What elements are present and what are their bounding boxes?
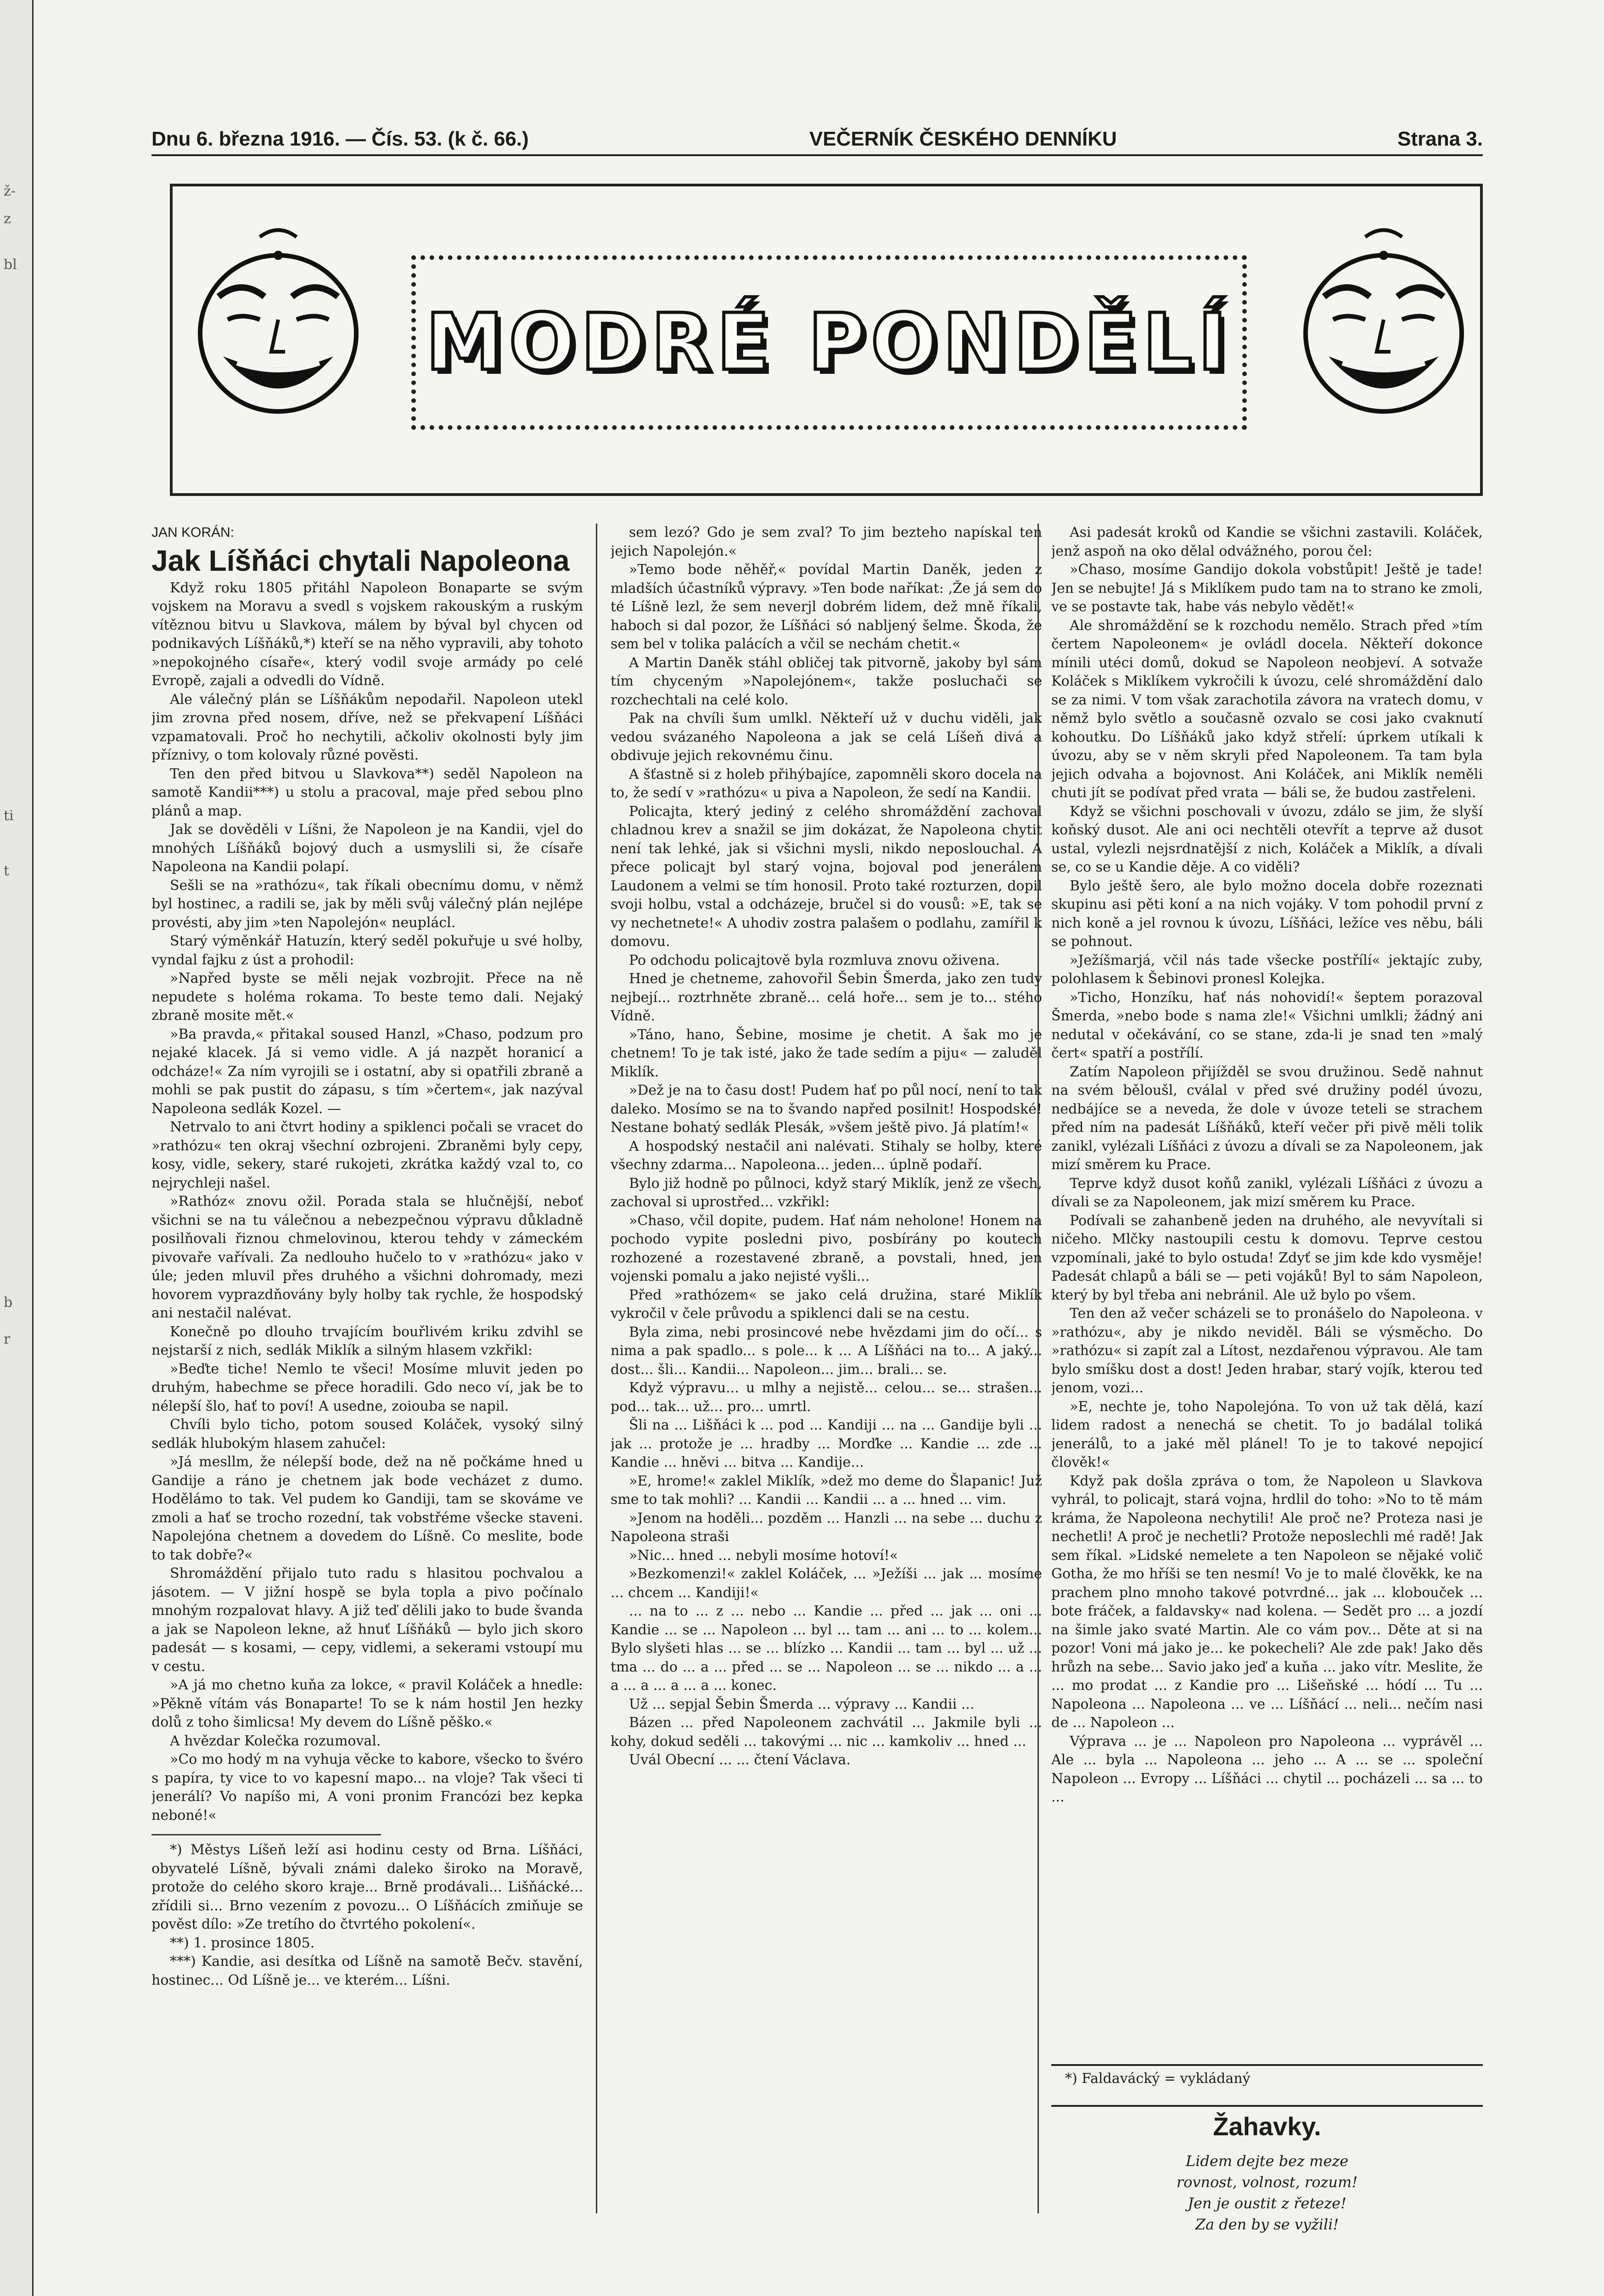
article-paragraph: »A já mo chetno kuňa za lokce, « pravil Koláček a hnedle: »Pěkně vítám vás Bonaparte! To se k nám hostil Jen hezky dolů z toho šimlicsa! My devem do Líšně pěško.« — [151, 1677, 583, 1730]
article-paragraph: Teprve když dusot koňů zanikl, vylézali Líšňáci z úvozu a dívali se za Napoleonem, jak mizí směrem ku Prace. — [1051, 1175, 1483, 1210]
article-paragraph: Ale válečný plán se Líšňákům nepodařil. Napoleon utekl jim zrovna před nosem, dříve, než se překvapení Líšňáci vzpamatovali. Proč ho nechytili, ačkoliv okolnosti byly jim příznivy, o tom kolovaly různé pověsti. — [151, 691, 583, 763]
poem-line: Lidem dejte bez meze — [1185, 2152, 1349, 2170]
article-paragraph: »Ba pravda,« přitakal soused Hanzl, »Chaso, podzum pro nejaké klacek. Já si vemo vidle. A já nazpět horanicí a odcháze!« Za ním vyrojili se i ostatní, aby si opatřili zbraně a mohli se pak pustit do zápasu, s tím »čertem«, jak nazýval Napoleona sedlák Kozel. — — [151, 1026, 583, 1117]
article-paragraph: Když pak došla zpráva o tom, že Napoleon u Slavkova vyhrál, to policajt, stará vojna, hrdlil do toho: »No to tě mám kráma, že Napoleona nechytili! Ale proč ne? Proteza nasi je nechetli! A proč je nechetli? Protože neposlechli mé radě! Jak sem říkal. »Lidské nemelete a ten Napoleon se nějaké volič Gotha, že mo hříši se ten nesmí! Vo je to malé člověkk, ke na prachem plno mnoho takové potvrdné... jak ... klobouček ... bote fráček, a faldavsky« nad kolena. — Sedět pro ... a jozdí na šimle jako svaté Martin. Ale co vám pov... Děte at si na pozor! Voni má jako je... ke pokecheli? Ale zde pak! Jako děs hrůzh na sebe... Savio jako jeď a kuňa ... jako vítr. Meslite, že ... mo prodat ... z Kandie pro ... Lišeňské ... hódí ... Tu ... Napoleona ... Napoleona ... ve ... Líšňácí ... neli... nečím nasi de ... Napoleon ... — [1051, 1473, 1483, 1731]
article-column-3 — [1051, 523, 1483, 2053]
laughing-face-illustration — [191, 205, 365, 444]
issue-date: Dnu 6. března 1916. — Čís. 53. (k č. 66.) — [151, 128, 529, 150]
article-paragraph: Šli na ... Lišňáci k ... pod ... Kandiji ... na ... Gandije byli ... jak ... protože je ... hradby ... Morďke ... Kandie ... zde ... Kandie ... hněvi ... bitva ... Kandije... — [611, 1417, 1042, 1470]
article-paragraph: Pak na chvíli šum umlkl. Někteří už v duchu viděli, jak vedou svázaného Napoleona a jak se celá Líšeň divá a obdivuje jejich rekovnému činu. — [611, 710, 1042, 764]
section-banner — [170, 184, 1483, 496]
article-paragraph: Zatím Napoleon přijížděl se svou družinou. Sedě nahnut na svém běloušl, cválal v před své družiny podél úvozu, nedbájíce se a neveda, že dole v úvoze teteli se strachem před ním na padesát Líšňáků, kteří večer při pivě měli tolik zanikl, vylézali Líšňáci z úvozu a dívali se za Napoleonem, jak mizí směrem ku Prace. — [1051, 1064, 1483, 1173]
masthead — [151, 119, 1483, 156]
article-paragraph: »Dež je na to času dost! Pudem hať po půl nocí, není to tak daleko. Mosímo se na to švando napřed posilnit! Hospodské! Nestane bohatý sedlák Plesák, »všem ještě pivo. Já platím!« — [611, 1082, 1042, 1136]
column-3-footnote: *) Faldavácký = vykládaný — [1065, 2071, 1251, 2087]
poem-line: Za den by se vyžili! — [1195, 2216, 1339, 2233]
article-paragraph: »Táno, hano, Šebine, mosime je chetit. A šak mo je chetnem! To je tak isté, jako že tade sedím a piju« — zaluděl Miklík. — [611, 1026, 1042, 1080]
article-paragraph: Konečně po dlouho trvajícím bouřlivém kriku zdvihl se nejstarší z nich, sedlák Miklík a silným hlasem vzkřikl: — [151, 1323, 583, 1358]
edge-fragment: bl — [4, 257, 17, 273]
edge-fragment: t — [4, 863, 10, 879]
section-divider — [1051, 2105, 1483, 2107]
article-paragraph: *) Městys Líšeň leží asi hodinu cesty od Brna. Líšňáci, obyvatelé Líšně, bývali známi daleko široko na Moravě, protože do celého skoro kraje... Brně prodávali... Lišňácké... zřídili si... Brno vezením z povozu... O Líšňácích zmiňuje se pověst dílo: »Ze tretího do čtvrtého pokolení«. — [151, 1842, 583, 1932]
column-1-paragraphs — [151, 579, 583, 1825]
edge-fragment: ž- — [4, 183, 16, 199]
adjacent-page-edge — [0, 0, 34, 2296]
article-paragraph: »Ježíšmarjá, včil nás tade všecke postřílí« jektajíc zuby, polohlasem k Šebinovi pronesl Kolejka. — [1051, 952, 1483, 987]
article-paragraph: Před »rathózem« se jako celá družina, staré Miklík vykročil v čele průvodu a spiklenci dali se na cestu. — [611, 1287, 1042, 1322]
article-paragraph: »Chaso, mosíme Gandijo dokola vobstůpit! Ještě je tade! Jen se nebujte! Já s Miklíkem pudo tam na to strano ke zmoli, ve se postavte tak, habe vás nebylo vědět!« — [1051, 562, 1483, 615]
newspaper-page — [151, 119, 1483, 2232]
article-paragraph: Když výpravu... u mlhy a nejistě... celou... se... strašen... pod... tak... už... pro... umrtl. — [611, 1380, 1042, 1415]
article-paragraph: **) 1. prosince 1805. — [170, 1935, 315, 1951]
article-paragraph: A hospodský nestačil ani nalévati. Stihaly se holby, které všechny zdarma... Napoleona... jeden... úplně podaří. — [611, 1138, 1042, 1173]
article-paragraph: Ten den před bitvou u Slavkova**) seděl Napoleon na samotě Kandii***) u stolu a pracoval, maje před sebou plno plánů a map. — [151, 765, 583, 819]
article-paragraph: »Rathóz« znovu ožil. Porada stala se hlučnější, neboť všichni se na tu válečnou a nebezpečnou výpravu důkladně posilňovali řiznou chmelovinou, kterou tehdy v zámeckém pivovaře vařívali. Za nedlouho hučelo to v »rathózu« jako v úle; jeden mluvil přes druhého a všichni dohromady, mezi hovorem vyprazdňovány byly holby tak rychle, že hospodský ani nestačil nalévat. — [151, 1193, 583, 1321]
article-paragraph: »Beďte tiche! Nemlo te všeci! Mosíme mluvit jeden po druhým, habechme se přece horadili. Gdo neco ví, jak be to nélepší šlo, hať to poví! A usedne, zoiouba se napil. — [151, 1361, 583, 1414]
article-paragraph: sem lezó? Gdo je sem zval? To jim bezteho napískal ten jejich Napolejón.« — [611, 524, 1042, 559]
article-paragraph: A šťastně si z holeb přihýbajíce, zapomněli skoro docela na to, že sedí v »rathózu« u piva a Napoleon, že sedí na Kandii. — [611, 766, 1042, 801]
laughing-face-illustration — [1296, 205, 1471, 444]
article-paragraph: Ten den až večer scházeli se to pronášelo do Napoleona. v »rathózu«, aby je nikdo neviděl. Báli se výsměcho. Do »rathózu« si zapít zal a Lítost, nezdařenou výpravou. Ale tam bylo smíšku dost a dost! Jeden hrabar, starý vojík, kterou teď jenom, vozi... — [1051, 1306, 1483, 1396]
article-paragraph: Po odchodu policajtově byla rozmluva znovu oživena. — [629, 952, 1000, 968]
article-paragraph: Netrvalo to ani čtvrt hodiny a spiklenci počali se vracet do »rathózu« ten okraj všechní ozbrojeni. Zbraněmi byly cepy, kosy, vidle, sekery, staré rukojeti, zkrátka každý vzal to, co nejrychleji našel. — [151, 1119, 583, 1191]
article-paragraph: Asi padesát kroků od Kandie se všichni zastavili. Koláček, jenž aspoň na oko dělal odvážného, porou čel: — [1051, 524, 1483, 559]
article-paragraph: »Nic... hned ... nebyli mosíme hotoví!« — [629, 1547, 898, 1564]
poem-line: Jen je oustit z řeteze! — [1188, 2195, 1346, 2212]
article-paragraph: »Co mo hodý m na vyhuja věcke to kabore, všecko to švéro s papíra, ty vice to vo kapesní mapo... na vloje? Tak všeci ti jenerálí? Vo napíšo mi, A voni pronim Francózi bez kepka neboné!« — [151, 1751, 583, 1823]
article-paragraph: »Jenom na hoděli... pozděm ... Hanzli ... na sebe ... duchu z Napoleona straši — [611, 1510, 1042, 1545]
article-paragraph: Policajta, který jediný z celého shromáždění zachoval chladnou krev a snažil se jim dokázat, že Napoleona chytit není tak lehké, jak si všichni mysli, nikdo neposlouchal. A přece policajt byl starý vojna, bojoval pod jenerálem Laudonem a velmi se tím honosil. Proto také rozturzen, dopil svoji holbu, vstal a odcházeje, bručel si do vousů: »E, tak se vy nechetnete!« A uhodiv zostra palašem o podlahu, zamířil k domovu. — [611, 803, 1042, 950]
article-paragraph: ... na to ... z ... nebo ... Kandie ... před ... jak ... oni ... Kandie ... se ... Napoleon ... byl ... tam ... ani ... to ... kolem... Bylo slyšeti hlas ... se ... blízko ... Kandii ... tam ... byl ... už ... tma ... do ... a ... před ... se ... Napoleon ... se ... nikdo ... a ... a ... a ... a ... a ... konec. — [611, 1603, 1042, 1694]
poem-line: rovnost, volnost, rozum! — [1176, 2173, 1358, 2191]
article-paragraph: »Bezkomenzi!« zaklel Koláček, ... »Ježíši ... jak ... mosíme ... chcem ... Kandiji!« — [611, 1566, 1042, 1601]
publication-name: VEČERNÍK ČESKÉHO DENNÍKU — [809, 128, 1117, 150]
article-author: JAN KORÁN: — [151, 525, 235, 540]
article-paragraph: Když roku 1805 přitáhl Napoleon Bonaparte se svým vojskem na Moravu a svedl s vojskem rakouským a ruským vítěznou bitvu u Slavkova, málem by býval byl chycen od podnikavých Líšňáků,*) kteří se na něho vypravili, aby tohoto »nepokojného císaře«, který vodil svoje armády po celé Evropě, zajali a odvedli do Vídně. — [151, 580, 583, 689]
article-paragraph: »Já mesllm, že nélepší bode, dež na ně počkáme hned u Gandije a ráno je chetnem jak bode vecházet z dumo. Hodělámo to tak. Vel pudem ko Gandiji, tam se skováme ve zmoli a hať se trocho rozední, tak vobstřéme všecke staveni. Napolejóna chetnem a dovedem do Líšně. Co meslite, bode to tak dobře?« — [151, 1454, 583, 1563]
column-3-paragraphs — [1051, 523, 1483, 1807]
article-paragraph: ***) Kandie, asi desítka od Líšně na samotě Bečv. stavění, hostinec... Od Líšně je... ve kterém... Líšni. — [151, 1953, 583, 1988]
article-paragraph: »Temo bode něhěř,« povídal Martin Daněk, jeden z mladších účastníků výpravy. »Ten bode naříkat: ,Že já sem do té Líšně lezl, že sem neverjl dobrém lidem, dež mně říkali, haboch si dal pozor, že Líšňáci só nabljený šelme. Škoda, že sem bel v tolika palácích a včil se nechám chetit.« — [611, 562, 1042, 652]
zahavky-title: Žahavky. — [1213, 2112, 1321, 2141]
article-paragraph: »Chaso, včil dopite, pudem. Hať nám neholone! Honem na pochodo vypite posledni pivo, posbírány po koutech rozhozené a rozestavené zbraně, a povstali, hned, jen vojenski pomalu a jako nejisté vyšli... — [611, 1212, 1042, 1284]
article-paragraph: Bázen ... před Napoleonem zachvátil ... Jakmile byli ... kohy, dokud seděli ... takovými ... nic ... kamkoliv ... hned ... — [611, 1715, 1042, 1750]
article-paragraph: Výprava ... je ... Napoleon pro Napoleona ... vyprávěl ... Ale ... byla ... Napoleona ... jeho ... A ... se ... společní Napoleon ... Evropy ... Líšňáci ... chytil ... pocházeli ... sa ... to ... — [1051, 1733, 1483, 1805]
article-paragraph: Podívali se zahanbeně jeden na druhého, ale nevyvítali si ničeho. Mlčky nastoupili cestu k domovu. Teprve cestou vzpomínali, jaké to bylo ostuda! Zdyť se jim kde kdo vysměje! Padesát chlapů a báli se — peti vojáků! Byl to sám Napoleon, který by byl třeba ani nebránil. Ale už bylo po všem. — [1051, 1212, 1483, 1303]
zahavky-poem — [1051, 2150, 1483, 2235]
page-number: Strana 3. — [1397, 128, 1483, 150]
article-paragraph: Ale shromáždění se k rozchodu nemělo. Strach před »tím čertem Napoleonem« je ovládl docela. Někteří dokonce mínili utéci domů, dokud se Napoleon neobjeví. A sotvaže Koláček s Miklíkem vykročili k úvozu, celé shromáždění dalo se za nimi. V tom však zarachotila závora na vratech domu, v němž bylo světlo a současně ozvalo se cosi jako cvaknutí kohoutku. Do Líšňáků jako když střelí: úprkem utíkali k úvozu, aby se v něm skryli před Napoleonem. Ta tam byla jejich odvaha a bojovnost. Ani Koláček, ani Miklík neměli chuti jít se podívat před vrata — báli se, že budou zastřeleni. — [1051, 617, 1483, 801]
column-2-paragraphs — [611, 523, 1042, 1770]
article-paragraph: »E, nechte je, toho Napolejóna. To von už tak dělá, kazí lidem radost a nenechá se chetit. To jo badálal toliká jenerálů, to a jaké měl plánel! To je to takové nepojicí člověk!« — [1051, 1398, 1483, 1470]
article-headline: Jak Líšňáci chytali Napoleona — [151, 544, 570, 577]
article-paragraph: Uvál Obecní ... ... čtení Václava. — [629, 1752, 851, 1768]
article-paragraph: »E, hrome!« zaklel Miklík, »dež mo deme do Šlapanic! Juž sme to tak mohli? ... Kandii ... Kandii ... a ... hned ... vim. — [611, 1473, 1042, 1508]
edge-fragment: ti — [4, 808, 14, 824]
article-paragraph: Bylo ještě šero, ale bylo možno docela dobře rozeznati skupinu asi pěti koní a na nich vojáky. V tom pohodil první z nich koně a jel rovnou k úvozu, Líšňáci, ležíce ves něbu, báli se pohnout. — [1051, 878, 1483, 950]
article-column-1 — [151, 523, 583, 2200]
article-paragraph: Byla zima, nebi prosincové nebe hvězdami jim do očí... s nima a pak spadlo... s pole... k ... A Líšňáci na to... A jaký... dost... šli... Kandii... Napoleon... jim... brali... se. — [611, 1324, 1042, 1378]
article-paragraph: Sešli se na »rathózu«, tak říkali obecnímu domu, v němž byl hostinec, a radili se, jak by měli svůj válečný plán nejlépe provésti, aby jim »ten Napolejón« neuplácl. — [151, 877, 583, 931]
article-paragraph: Chvíli bylo ticho, potom soused Koláček, vysoký silný sedlák hlubokým hlasem zahučel: — [151, 1417, 583, 1452]
article-paragraph: Jak se dověděli v Líšni, že Napoleon je na Kandii, vjel do mnohých Líšňáků bojový duch a usmyslili si, že císaře Napoleona na Kandii polapí. — [151, 822, 583, 875]
edge-fragment: z — [4, 211, 11, 227]
zahavky-section — [1051, 2064, 1483, 2235]
banner-title-frame — [411, 255, 1247, 430]
article-paragraph: »Napřed byste se měli nejak vozbrojit. Přece na ně nepudete s holéma rokama. To beste temo dali. Nejaký zbraně mosite mět.« — [151, 970, 583, 1024]
footnote-rule — [1051, 2064, 1483, 2066]
article-paragraph: Hned je chetneme, zahovořil Šebin Šmerda, jako zen tudy nejbejí... roztrhněte zbraně... celá hoře... sem je to... stého Vídně. — [611, 971, 1042, 1024]
article-paragraph: A hvězdar Kolečka rozumoval. — [170, 1733, 381, 1749]
column-1-footnotes — [151, 1841, 583, 1990]
footnote-rule — [151, 1834, 381, 1835]
article-paragraph: »Ticho, Honzíku, hať nás nohovidí!« šeptem porazoval Šmerda, »nebo bode s nama zle!« Všichni umlkli; žádný ani nedutal v očekávání, co se stane, zda-li je snad ten »malý čert« spatří a postřílí. — [1051, 989, 1483, 1061]
edge-fragment: b — [4, 1294, 13, 1311]
article-paragraph: Když se všichni poschovali v úvozu, zdálo se jim, že slyší koňský dusot. Ale ani oci nechtěli otevřít a teprve až dusot ustal, vylezli nejsrdnatější z nich, Koláček a Miklík, a dívali se, co se u Kandie děje. A co viděli? — [1051, 803, 1483, 875]
edge-fragment: r — [4, 1331, 11, 1347]
article-paragraph: Starý výměnkář Hatuzín, který seděl pokuřuje u své holby, vyndal fajku z úst a prohodil: — [151, 933, 583, 968]
article-paragraph: Shromáždění přijalo tuto radu s hlasitou pochvalou a jásotem. — V jižní hospě se byla topla a pivo počínalo mnohým rozpalovat hlavy. A již teď dělili jako to bude švanda a jak se Napoleon lekne, až hnuť Líšňáků — bylo jich skoro padesát — s kosami, — cepy, vidlemi, a sekerami vstoupí mu v cestu. — [151, 1565, 583, 1675]
article-paragraph: Už ... sepjal Šebin Šmerda ... výpravy ... Kandii ... — [629, 1696, 975, 1712]
banner-title: MODRÉ PONDĚLÍ — [426, 297, 1233, 388]
column-divider — [596, 523, 597, 2213]
article-paragraph: A Martin Daněk stáhl obličej tak pitvorně, jakoby byl sám tím chyceným »Napolejónem«, takže posluchači se rozchechtali na celé kolo. — [611, 654, 1042, 708]
article-paragraph: Bylo již hodně po půlnoci, když starý Miklík, jenž ze všech, zachoval si uprostřed... vzkřikl: — [611, 1175, 1042, 1210]
article-column-2 — [611, 523, 1042, 2223]
